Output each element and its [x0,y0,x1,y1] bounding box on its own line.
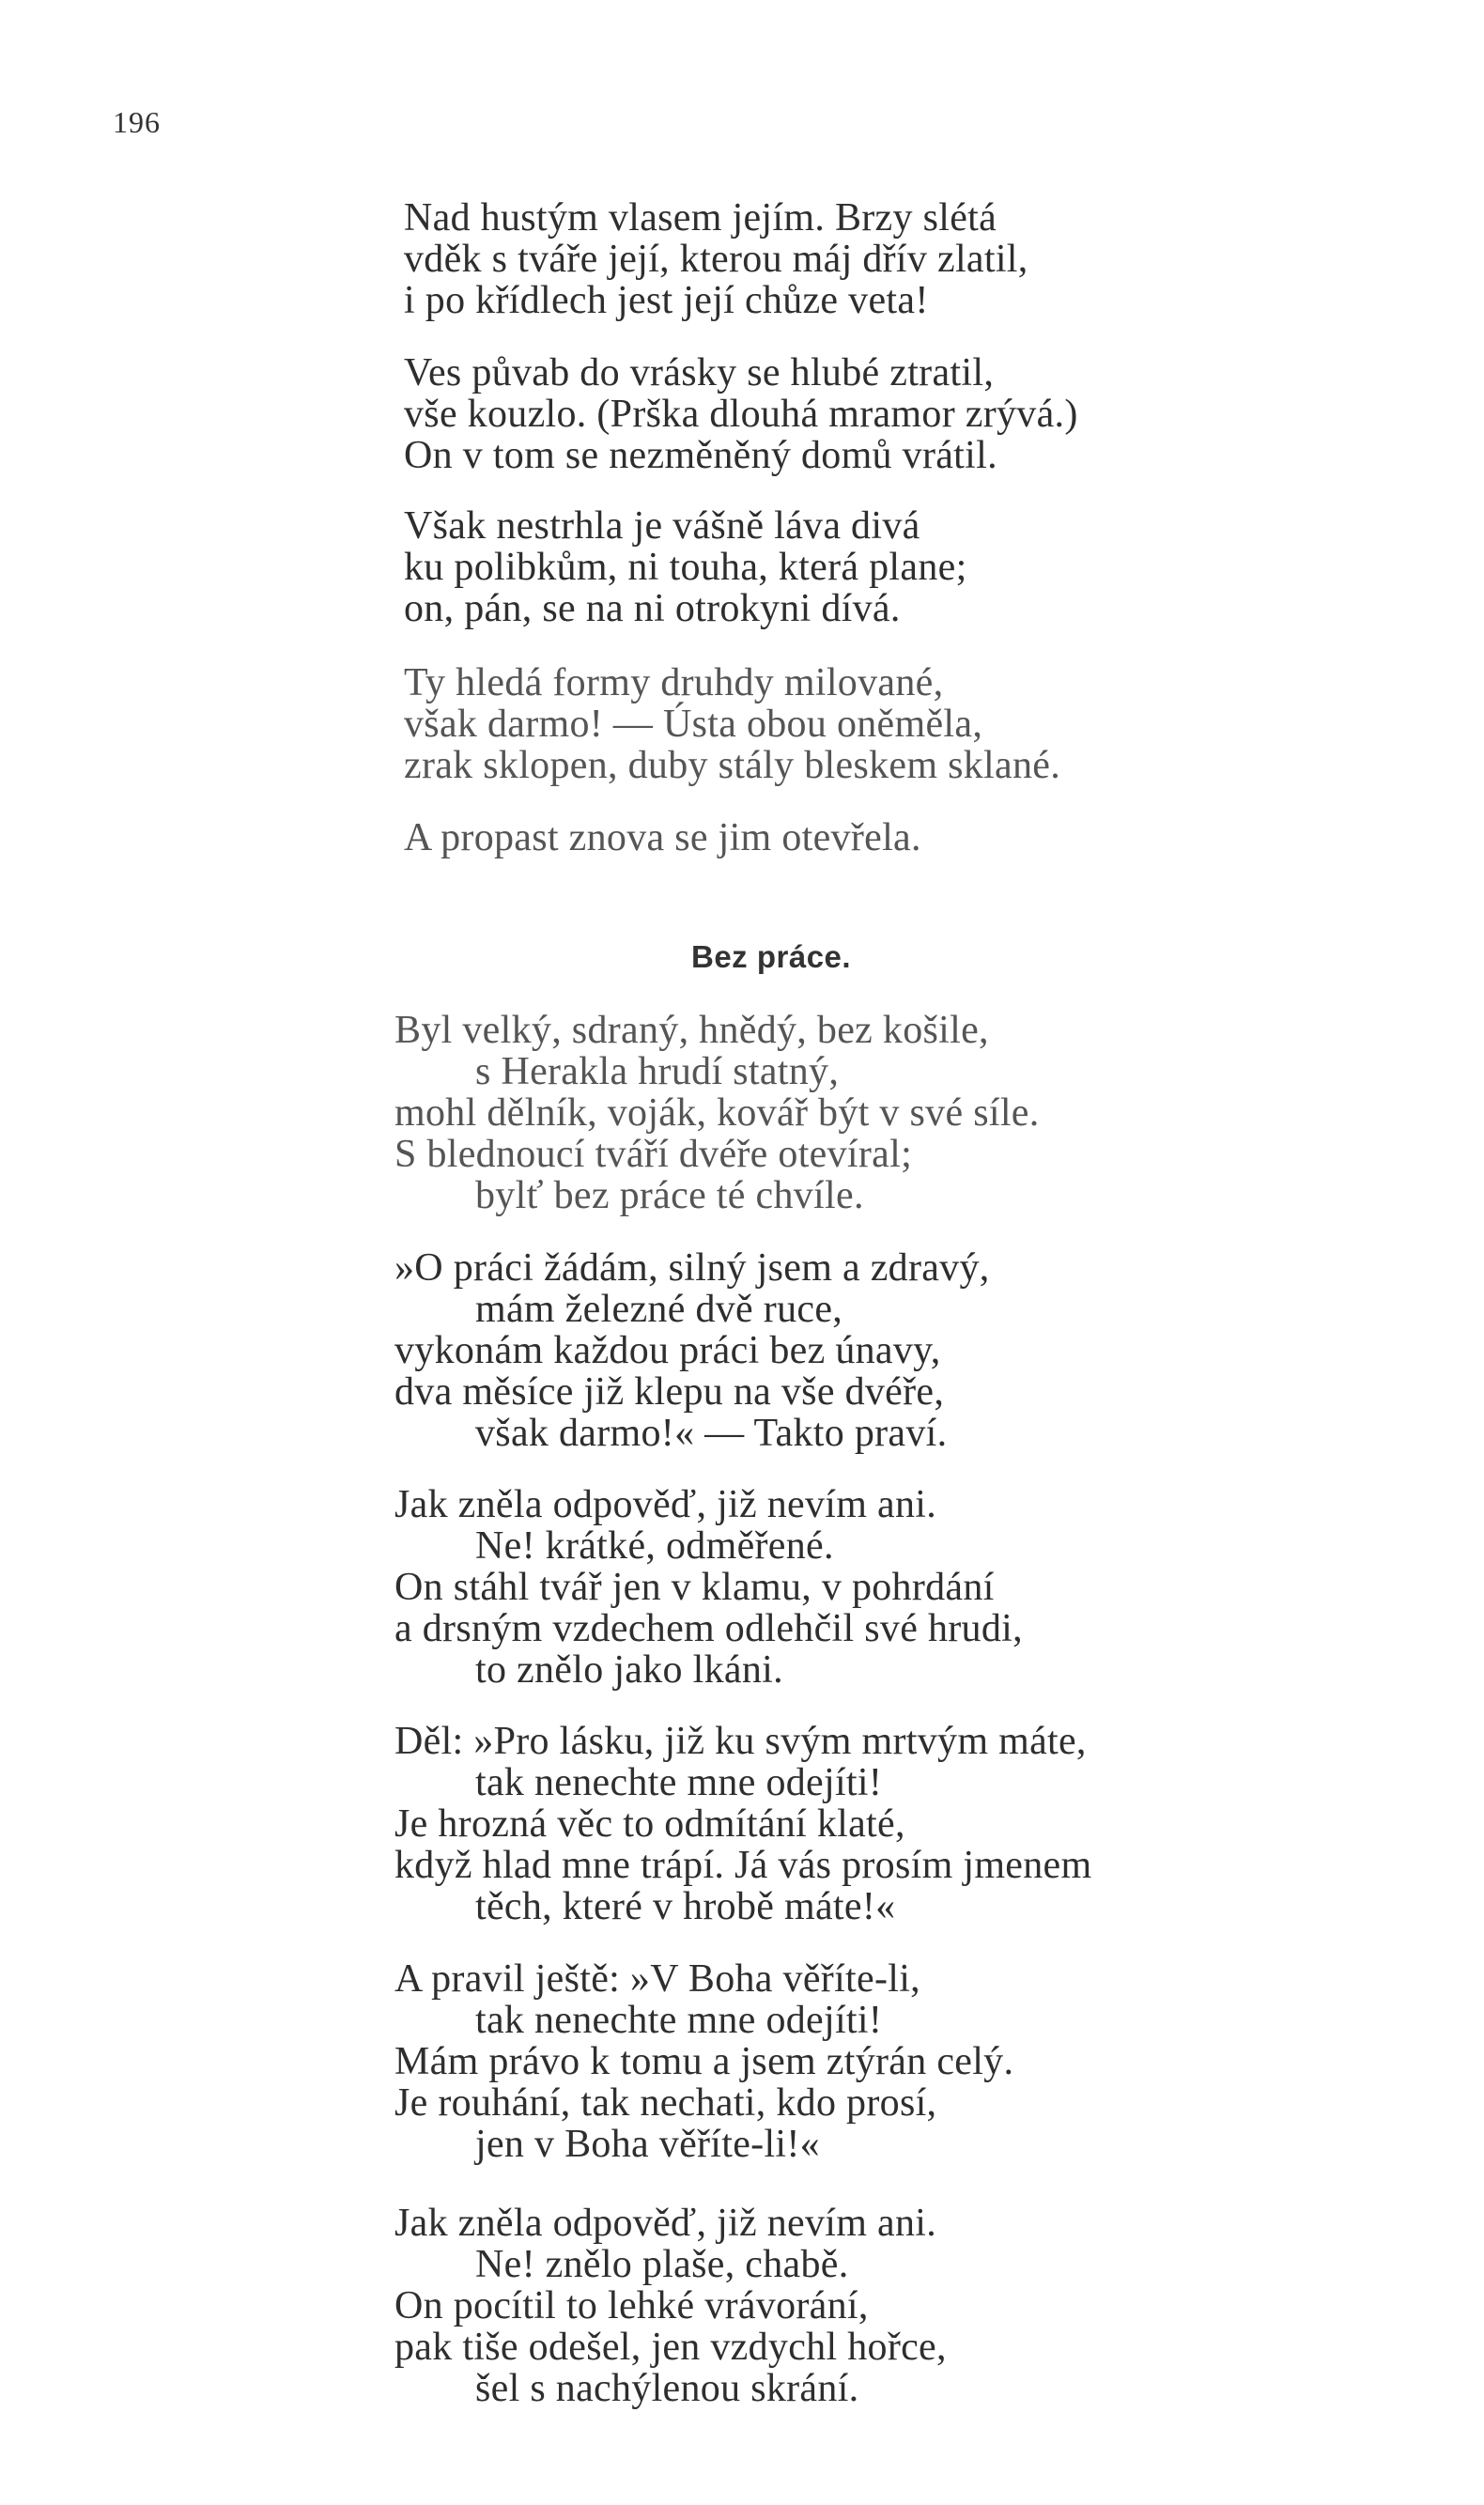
poem-line: »O práci žádám, silný jsem a zdravý, [394,1246,990,1290]
poem-line: zrak sklopen, duby stály bleskem sklané. [404,744,1061,787]
poem-line: těch, které v hrobě máte!« [475,1885,896,1928]
poem-line: Děl: »Pro lásku, již ku svým mrtvým máte, [394,1720,1087,1763]
poem2-stanza-6 [394,2203,947,2409]
poem2-stanza-1 [394,1010,1040,1216]
poem2-stanza-3 [394,1484,1023,1691]
poem-line: On v tom se nezměněný domů vrátil. [404,434,997,477]
poem-line: však darmo!« — Takto praví. [475,1412,948,1455]
poem-line: tak nenechte mne odejíti! [475,1761,883,1804]
poem-line: Jak zněla odpověď, již nevím ani. [394,1483,937,1526]
poem-line: on, pán, se na ni otrokyni dívá. [404,587,901,630]
poem1-stanza-1 [404,197,1028,321]
poem-line: vděk s tváře její, kterou máj dřív zlatil, [404,238,1028,281]
poem-line: vše kouzlo. (Prška dlouhá mramor zrývá.) [404,393,1078,436]
poem-line: s Herakla hrudí statný, [475,1050,840,1093]
poem-line: vykonám každou práci bez únavy, [394,1329,941,1372]
poem-line: šel s nachýlenou skrání. [475,2367,859,2410]
poem-line: ku polibkům, ni touha, která plane; [404,546,967,589]
poem2-stanza-5 [394,1958,1013,2165]
poem-line: i po křídlech jest její chůze veta! [404,279,929,322]
poem-line: S blednoucí tváří dvéře otevíral; [394,1133,913,1176]
poem-line: když hlad mne trápí. Já vás prosím jmenem [394,1844,1092,1887]
poem-line: a drsným vzdechem odlehčil své hrudi, [394,1607,1023,1650]
page-number: 196 [113,105,161,139]
poem-line: to znělo jako lkáni. [475,1648,783,1692]
poem-line: A propast znova se jim otevřela. [404,816,921,859]
poem-line: Mám právo k tomu a jsem ztýrán celý. [394,2040,1014,2083]
poem-line: tak nenechte mne odejíti! [475,1999,883,2042]
poem-line: Ty hledá formy druhdy milované, [404,661,944,704]
poem1-stanza-2 [404,352,1078,476]
poem1-stanza-4 [404,662,1060,786]
poem-line: dva měsíce již klepu na vše dvéře, [394,1370,945,1414]
poem-line: Byl velký, sdraný, hnědý, bez košile, [394,1009,989,1052]
poem-line: mám železné dvě ruce, [475,1288,843,1331]
poem-line: Však nestrhla je vášně láva divá [404,504,920,548]
poem1-stanza-3 [404,505,967,629]
poem2-stanza-4 [394,1721,1091,1927]
poem-line: pak tiše odešel, jen vzdychl hořce, [394,2326,947,2369]
poem-line: bylť bez práce té chvíle. [475,1174,864,1217]
poem-line: A pravil ještě: »V Boha věříte-li, [394,1957,920,2001]
poem-line: On stáhl tvář jen v klamu, v pohrdání [394,1566,995,1609]
poem1-stanza-5 [404,817,921,858]
poem-line: Jak zněla odpověď, již nevím ani. [394,2202,937,2245]
poem-line: On pocítil to lehké vrávorání, [394,2284,869,2327]
poem-line: Je hrozná věc to odmítání klaté, [394,1802,905,1846]
poem-line: Ne! znělo plaše, chabě. [475,2243,849,2286]
poem-line: Nad hustým vlasem jejím. Brzy slétá [404,196,997,240]
poem2-stanza-2 [394,1247,990,1454]
poem-line: však darmo! — Ústa obou oněměla, [404,703,983,746]
poem-line: Je rouhání, tak nechati, kdo prosí, [394,2081,937,2125]
poem-line: Ne! krátké, odměřené. [475,1524,834,1568]
poem-line: mohl dělník, voják, kovář být v své síle. [394,1091,1040,1135]
poem-line: jen v Boha věříte-li!« [475,2123,820,2166]
poem-line: Ves půvab do vrásky se hlubé ztratil, [404,351,995,394]
poem-title: Bez práce. [691,939,852,974]
